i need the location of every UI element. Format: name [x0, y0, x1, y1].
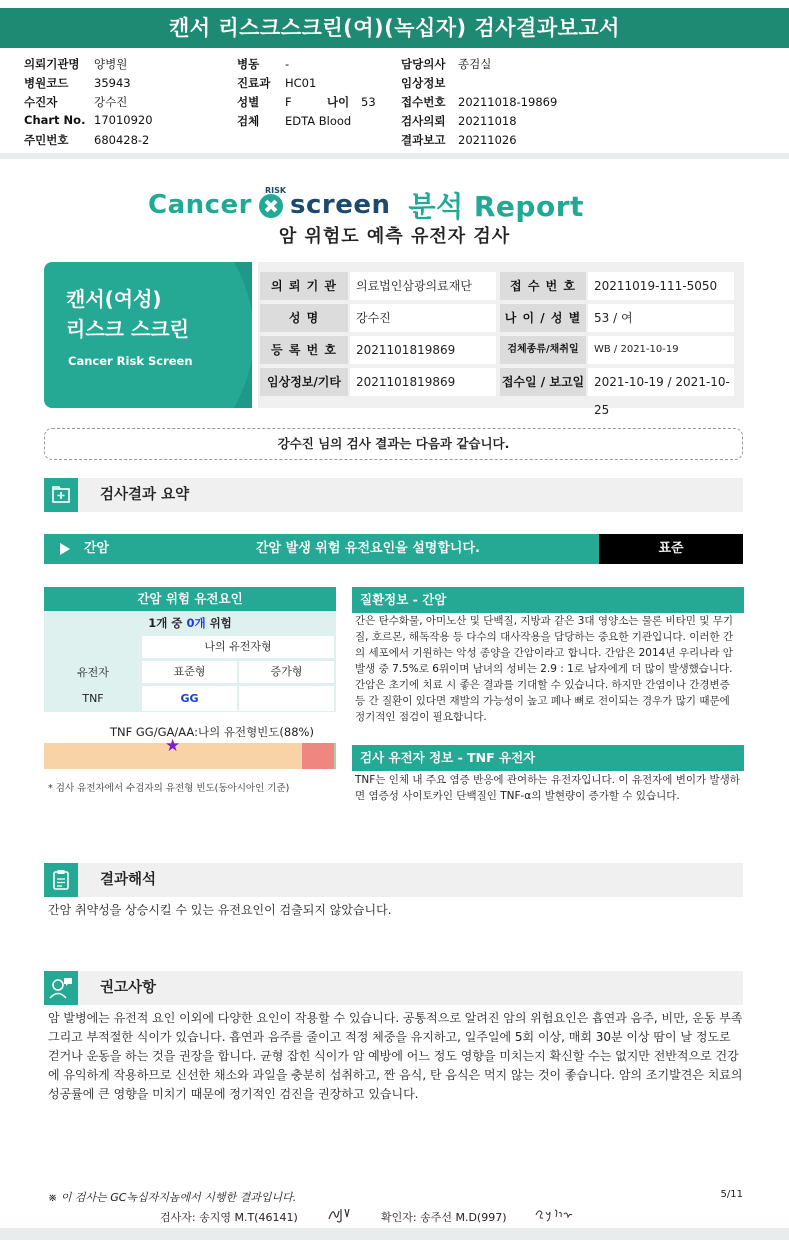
header-label: 병동: [237, 57, 260, 71]
age-label: 나이: [327, 95, 350, 109]
count-suffix: 위험: [209, 616, 232, 630]
col-increase-label: 증가형: [239, 661, 334, 683]
gene-table-header: 간암 위험 유전요인: [44, 587, 336, 611]
agesex-label: 나 이 / 성 별: [500, 304, 586, 332]
card-title-line2: 리스크 스크린: [66, 317, 189, 341]
frequency-bar: [44, 743, 336, 769]
age-value: 53: [361, 95, 376, 109]
header-value: 17010920: [94, 113, 153, 127]
person-chat-icon: [44, 971, 78, 1005]
header-label: 임상정보: [401, 76, 446, 90]
tester-signature-mark: [327, 1205, 351, 1229]
header-value: 종검실: [458, 57, 492, 71]
header-label: 검체: [237, 114, 260, 128]
recommendation-text: 암 발병에는 유전적 요인 이외에 다양한 요인이 작용할 수 있습니다. 공통적으로 알려진 암의 위험요인은 흡연과 음주, 비만, 운동 부족 그리고 부적절한 식이가 있습니다. 흡연과 음주를 줄이고 적정 체중을 유지하고, 일주일에 5회 이상, 매회 30분 이상 땀이 날 정도로 걷거나 운동을 하는 것을 권장을 합니다. 균형 잡힌 식이가 암 예방에 어느 정도 영향을 미치는지 확신할 수는 없지만 전반적으로 건강에 유익하게 작용하므로 신선한 채소와 과일을 충분히 섭취하고, 짠 음식, 탄 음식은 먹지 않는 것이 좋습니다. 암의 조기발견은 치료의 성공률에 큰 영향을 미치기 때문에 정기적인 검진을 권장하고 있습니다.: [48, 1011, 743, 1101]
header-col3: [401, 56, 557, 151]
section-interpretation: [44, 863, 743, 897]
disease-info-header: 질환정보 - 간암: [352, 587, 744, 613]
col-standard-label: 표준형: [142, 661, 237, 683]
section-summary: [44, 478, 743, 512]
gene-info-header: 검사 유전자 정보 - TNF 유전자: [352, 745, 744, 771]
footer-note: ※ 이 검사는 GC녹십자지놈에서 시행한 결과입니다.: [48, 1191, 297, 1204]
header-label: Chart No.: [24, 113, 86, 127]
org-value: 의료법인삼광의료재단: [350, 272, 496, 300]
agesex-value: 53 / 여: [588, 304, 734, 332]
risk-status-badge: 표준: [599, 534, 743, 564]
header-label: 주민번호: [24, 133, 69, 147]
name-label: 성 명: [260, 304, 348, 332]
report-subtitle: 암 위험도 예측 유전자 검사: [278, 226, 511, 247]
logo-risk-label: RISK: [265, 186, 287, 195]
header-label: 의뢰기관명: [24, 57, 80, 71]
recv-value: 20211019-111-5050: [588, 272, 734, 300]
col-gene-label: 유전자: [77, 666, 109, 679]
product-card: [44, 262, 252, 408]
spec-label: 검체종류/채취일: [500, 336, 586, 364]
dates-label: 접수일 / 보고일: [500, 368, 586, 396]
count-value: 0개: [186, 616, 206, 630]
reg-label: 등 록 번 호: [260, 336, 348, 364]
liver-desc: 간암 발생 위험 유전요인을 설명합니다.: [256, 541, 480, 556]
header-label: 결과보고: [401, 133, 446, 147]
header-label: 수진자: [24, 95, 58, 109]
section-recommendation: [44, 971, 743, 1005]
confirmer-signature-line: 확인자: 송주선 M.D(997): [381, 1211, 507, 1224]
logo-word-cancer: Cancer: [148, 190, 253, 220]
footer-separator: [0, 1228, 789, 1240]
name-value: 강수진: [350, 304, 496, 332]
patient-info-table: [258, 262, 744, 417]
logo-word-report: 분석 Report: [408, 190, 584, 223]
spec-value: WB / 2021-10-19: [588, 336, 734, 364]
play-arrow-icon: [60, 543, 70, 555]
header-label: 검사의뢰: [401, 114, 446, 128]
header-label: 접수번호: [401, 95, 446, 109]
card-title-line1: 캔서(여성): [66, 287, 162, 311]
header-value: 35943: [94, 76, 131, 90]
dates-value: 2021-10-19 / 2021-10-25: [588, 368, 734, 396]
count-prefix: 1개 중: [148, 616, 183, 630]
recv-label: 접 수 번 호: [500, 272, 586, 300]
clipboard-icon: [44, 863, 78, 897]
genotype-header-row: [44, 635, 336, 660]
page-number: 5/11: [720, 1189, 743, 1200]
org-label: 의 뢰 기 관: [260, 272, 348, 300]
header-label: 병원코드: [24, 76, 69, 90]
section-title: 권고사항: [100, 980, 157, 996]
frequency-bar-end-segment: [334, 743, 336, 769]
my-position-star-icon: ★: [165, 736, 181, 756]
header-value: 20211018-19869: [458, 95, 558, 109]
gene-row: [44, 685, 336, 712]
card-title: [66, 284, 189, 344]
frequency-footnote: * 검사 유전자에서 수검자의 유전형 빈도(동아시아인 기준): [48, 783, 290, 794]
section-title: 결과해석: [100, 872, 157, 888]
risk-count-row: [44, 611, 336, 635]
header-separator: [0, 153, 789, 159]
header-label: 진료과: [237, 76, 271, 90]
disease-info-text: 간은 탄수화물, 아미노산 및 단백질, 지방과 같은 3대 영양소는 물론 비타민 및 무기질, 호르몬, 해독작용 등 다수의 대사작용을 담당하는 중요한 기관입니다. 이러한 간의 세포에서 기원하는 악성 종양을 간암이라고 합니다. 간암은 2014년 우리나라 암 발생 중 7.5%로 6위이며 남녀의 성비는 2.9 : 1로 남자에게 더 많이 발생했습니다. 간암은 초기에 치료 시 좋은 결과를 기대할 수 있습니다. 하지만 간염이나 간경변증 등 간 질환이 있다면 재발의 가능성이 높고 폐나 뼈로 전이되는 경우가 많기 때문에 정기적인 점검이 필요합니다.: [355, 615, 734, 723]
result-notice: 강수진 님의 검사 결과는 다음과 같습니다.: [44, 428, 743, 460]
gene-info-text: TNF는 인체 내 주요 염증 반응에 관여하는 유전자입니다. 이 유전자에 변이가 발생하면 염증성 사이토카인 단백질인 TNF-α의 발현량이 증가할 수 있습니다.: [355, 774, 740, 802]
header-value: F: [285, 95, 292, 109]
header-value: 강수진: [94, 95, 128, 109]
interpretation-text: 간암 취약성을 상승시킬 수 있는 유전요인이 검출되지 않았습니다.: [48, 903, 392, 917]
confirmer-signature-mark: [534, 1205, 574, 1227]
header-value: -: [285, 57, 290, 71]
section-title: 검사결과 요약: [100, 487, 190, 503]
card-subtitle: Cancer Risk Screen: [68, 354, 193, 368]
liver-name: 간암: [84, 541, 110, 556]
header-label: 성별: [237, 95, 260, 109]
clin-value: 2021101819869: [350, 368, 496, 396]
column-header-row: [44, 660, 336, 685]
my-genotype-label: 나의 유전자형: [142, 636, 334, 658]
card-decoration: [234, 262, 252, 408]
genotype-frequency-label: TNF GG/GA/AA:나의 유전형빈도(88%): [110, 725, 314, 739]
standard-genotype-value: GG: [142, 686, 237, 711]
header-value: 양병원: [94, 57, 128, 71]
header-value: EDTA Blood: [285, 114, 352, 128]
frequency-bar-risk-segment: [302, 743, 334, 769]
gene-risk-table: [44, 587, 336, 712]
report-title: 캔서 리스크스크린(여)(녹십자) 검사결과보고서: [0, 8, 789, 48]
folder-plus-icon: [44, 478, 78, 512]
increase-genotype-value: [239, 686, 334, 711]
header-col1: [24, 56, 153, 151]
header-value: 20211026: [458, 133, 517, 147]
header-value: 20211018: [458, 114, 517, 128]
gene-name: TNF: [82, 692, 104, 705]
clin-label: 임상정보/기타: [260, 368, 348, 396]
reg-value: 2021101819869: [350, 336, 496, 364]
tester-signature-line: 검사자: 송지영 M.T(46141): [160, 1211, 298, 1224]
header-value: 680428-2: [94, 133, 150, 147]
logo-word-screen: screen: [290, 190, 391, 220]
header-value: HC01: [285, 76, 317, 90]
header-col2: [237, 56, 376, 132]
header-label: 담당의사: [401, 57, 446, 71]
liver-cancer-bar: [44, 534, 743, 564]
